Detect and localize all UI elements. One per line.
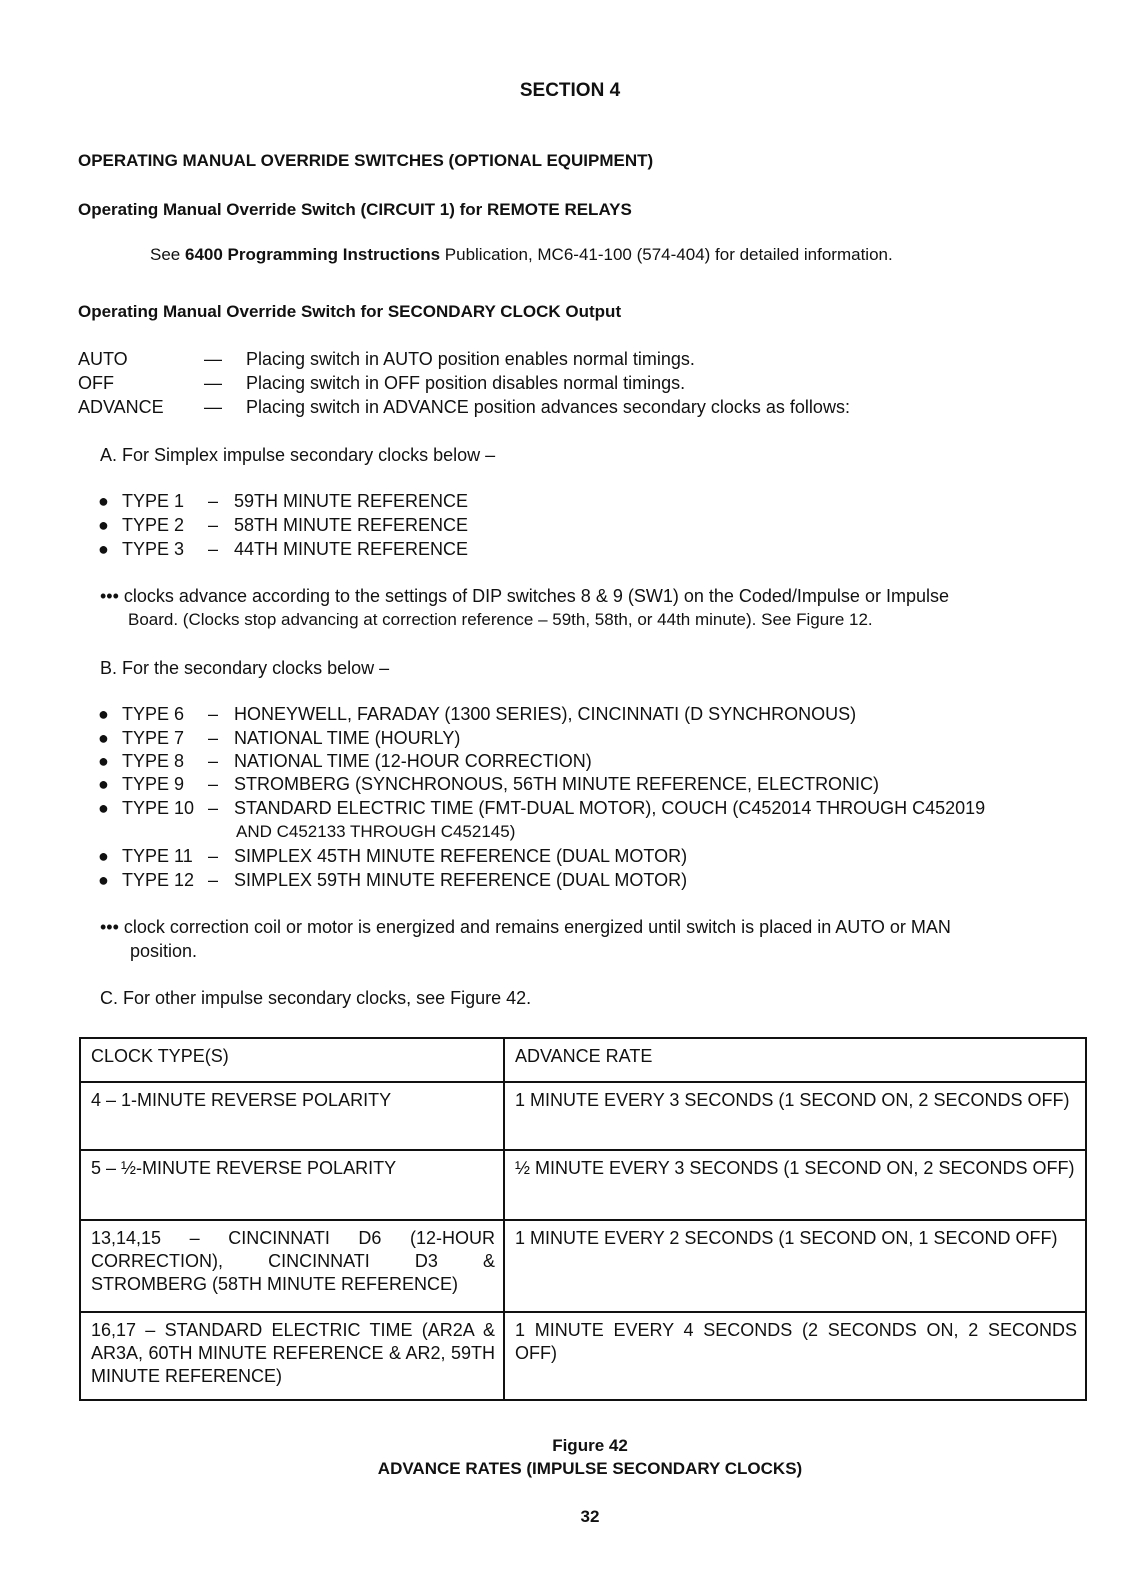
table-cell-clock-type: 4 – 1-MINUTE REVERSE POLARITY [80,1082,504,1150]
table-cell-advance-rate: 1 MINUTE EVERY 2 SECONDS (1 SECOND ON, 1 SECOND OFF) [504,1220,1086,1312]
figure-label: Figure 42 [552,1436,628,1455]
switch-dash: — [204,373,222,393]
see-prefix: See [150,245,185,264]
bullet-icon: ● [98,515,109,535]
switch-dash: — [204,397,222,417]
note-b-line2: position. [130,941,198,961]
list-item-continuation: AND C452133 THROUGH C452145) [236,822,516,841]
table-header-clock-type: CLOCK TYPE(S) [80,1038,504,1082]
section-title: SECTION 4 [519,80,621,101]
table-header-row [80,1038,1086,1082]
see-publication-title: 6400 Programming Instructions [184,245,441,264]
bullet-icon: ● [98,798,109,818]
note-a-line1: ••• clocks advance according to the settings of DIP switches 8 & 9 (SW1) on the Coded/Impulse or Impulse [100,586,949,606]
list-item: ● TYPE 1 – 59TH MINUTE REFERENCE [98,491,469,511]
section-b-intro: B. For the secondary clocks below – [100,658,390,678]
switch-description: Placing switch in AUTO position enables normal timings. [246,349,695,369]
note-b-line1: ••• clock correction coil or motor is energized and remains energized until switch is placed in AUTO or MAN [100,917,951,937]
switch-dash: — [204,349,222,369]
switch-description: Placing switch in OFF position disables normal timings. [246,373,686,393]
bullet-icon: ● [98,704,109,724]
switch-description: Placing switch in ADVANCE position advances secondary clocks as follows: [246,397,850,417]
list-item: ● TYPE 12 – SIMPLEX 59TH MINUTE REFERENCE (DUAL MOTOR) [98,870,688,890]
table-header-advance-rate: ADVANCE RATE [504,1038,1086,1082]
table-row [80,1312,1086,1400]
list-item: ● TYPE 8 – NATIONAL TIME (12-HOUR CORRECTION) [98,751,592,771]
table-row [80,1082,1086,1150]
switch-name: OFF [78,373,114,393]
page-number: 32 [580,1507,600,1526]
list-item: ● TYPE 7 – NATIONAL TIME (HOURLY) [98,728,461,748]
advance-rates-table [79,1037,1087,1401]
list-item: ● TYPE 11 – SIMPLEX 45TH MINUTE REFERENCE (DUAL MOTOR) [98,846,688,866]
table-cell-clock-type: 16,17 – STANDARD ELECTRIC TIME (AR2A & AR3A, 60TH MINUTE REFERENCE & AR2, 59TH MINUTE REFERENCE) [80,1312,504,1400]
heading-secondary-clock: Operating Manual Override Switch for SECONDARY CLOCK Output [78,302,622,321]
see-reference-line [150,245,893,265]
heading-remote-relays: Operating Manual Override Switch (CIRCUIT 1) for REMOTE RELAYS [78,200,632,219]
table-cell-advance-rate: 1 MINUTE EVERY 3 SECONDS (1 SECOND ON, 2 SECONDS OFF) [504,1082,1086,1150]
switch-row-advance [78,397,850,418]
bullet-icon: ● [98,491,109,511]
bullet-icon: ● [98,539,109,559]
heading-main: OPERATING MANUAL OVERRIDE SWITCHES (OPTIONAL EQUIPMENT) [78,151,654,170]
list-item: ● TYPE 3 – 44TH MINUTE REFERENCE [98,539,469,559]
switch-name: ADVANCE [78,397,164,417]
bullet-icon: ● [98,728,109,748]
table-cell-advance-rate: ½ MINUTE EVERY 3 SECONDS (1 SECOND ON, 2 SECONDS OFF) [504,1150,1086,1220]
section-c-intro: C. For other impulse secondary clocks, see Figure 42. [100,988,532,1008]
note-a-line2: Board. (Clocks stop advancing at correction reference – 59th, 58th, or 44th minute). See Figure 12. [128,610,873,629]
switch-row-auto [78,349,695,370]
table-cell-advance-rate: 1 MINUTE EVERY 4 SECONDS (2 SECONDS ON, 2 SECONDS OFF) [504,1312,1086,1400]
list-item: ● TYPE 6 – HONEYWELL, FARADAY (1300 SERIES), CINCINNATI (D SYNCHRONOUS) [98,704,857,724]
table-row [80,1220,1086,1312]
table-cell-clock-type: 5 – ½-MINUTE REVERSE POLARITY [80,1150,504,1220]
table-cell-clock-type: 13,14,15 – CINCINNATI D6 (12-HOUR CORRECTION), CINCINNATI D3 & STROMBERG (58TH MINUTE REFERENCE) [80,1220,504,1312]
list-item: ● TYPE 2 – 58TH MINUTE REFERENCE [98,515,469,535]
bullet-icon: ● [98,751,109,771]
bullet-icon: ● [98,846,109,866]
switch-row-off [78,373,685,394]
list-item: ● TYPE 10 – STANDARD ELECTRIC TIME (FMT-DUAL MOTOR), COUCH (C452014 THROUGH C452019 [98,798,986,818]
section-a-intro: A. For Simplex impulse secondary clocks below – [100,445,496,465]
list-item: ● TYPE 9 – STROMBERG (SYNCHRONOUS, 56TH MINUTE REFERENCE, ELECTRONIC) [98,774,880,794]
bullet-icon: ● [98,870,109,890]
see-suffix: Publication, MC6-41-100 (574-404) for detailed information. [440,245,893,264]
bullet-icon: ● [98,774,109,794]
table-row [80,1150,1086,1220]
switch-name: AUTO [78,349,128,369]
figure-caption: ADVANCE RATES (IMPULSE SECONDARY CLOCKS) [377,1459,803,1478]
